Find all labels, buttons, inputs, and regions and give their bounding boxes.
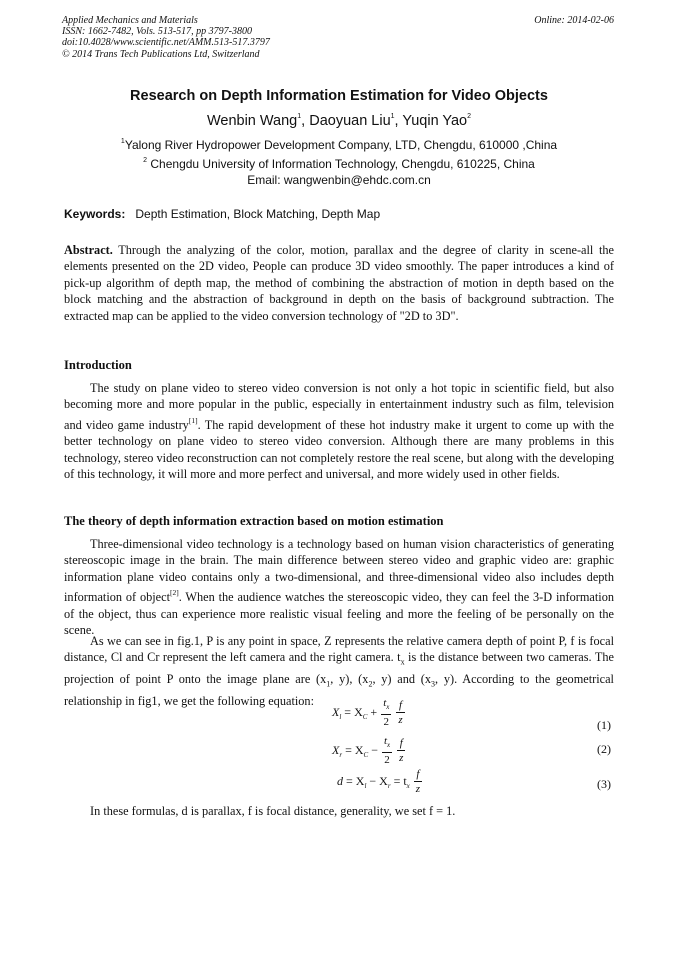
eq-symbol: t bbox=[383, 735, 388, 747]
affiliation-text: Yalong River Hydropower Development Company, LTD, Chengdu, 610000 ,China bbox=[124, 138, 558, 152]
eq-operator: + bbox=[370, 704, 378, 719]
equation-3 bbox=[337, 768, 423, 796]
journal-name: Applied Mechanics and Materials bbox=[62, 15, 198, 26]
section-heading-theory: The theory of depth information extraction based on motion estimation bbox=[64, 514, 444, 528]
citation-ref: [2] bbox=[170, 588, 179, 598]
affiliation-2 bbox=[0, 157, 678, 171]
eq-sub: l bbox=[364, 781, 367, 790]
text-run: . When the audience watches the stereoscopic video, they can feel the 3-D information of the object, thus can experience more realistic visual feeling and more the feeling of be personally on the scene. bbox=[64, 590, 615, 638]
text-run: is the distance between two cameras. The projection of point P onto the image plane are (x bbox=[64, 650, 614, 687]
author-sup: 1 bbox=[297, 113, 302, 120]
author-name: Daoyuan Liu bbox=[309, 113, 391, 129]
keywords-label: Keywords: bbox=[64, 207, 126, 221]
text-run: The study on plane video to stereo video conversion is not only a hot topic in scientific field, but also becoming more and more popular in the public, especially in entertainment industry such as film, television and video game industry bbox=[64, 381, 614, 432]
eq-sub: C bbox=[362, 712, 368, 721]
text-run: , y). According to the geometrical relationship in fig1, we get the following equation: bbox=[64, 672, 614, 709]
online-date: Online: 2014-02-06 bbox=[534, 15, 614, 26]
eq-symbol: X bbox=[332, 704, 340, 719]
aff-sup: 2 bbox=[143, 157, 148, 164]
intro-paragraph bbox=[64, 380, 614, 482]
eq-sub: x bbox=[406, 781, 410, 790]
affiliation-text: Chengdu University of Information Technology, Chengdu, 610225, China bbox=[150, 157, 535, 171]
eq-operator: − bbox=[371, 742, 378, 757]
eq-symbol: 2 bbox=[383, 716, 390, 728]
eq-sub: C bbox=[363, 750, 369, 759]
section-heading-introduction: Introduction bbox=[64, 358, 132, 372]
citation-ref: [1] bbox=[188, 415, 198, 425]
eq-symbol: z bbox=[398, 714, 403, 726]
affiliation-1 bbox=[0, 138, 678, 152]
text-run: . The rapid development of these hot industry make it urgent to come up with the better technology on plane video to stereo video conversion. Although there are many problems in this technology, stereo video reconstruction can not completely restore the real scene, but along with the developing of this technology, it will more and more perfect and universal, and more widely used in other fields. bbox=[64, 417, 614, 482]
text-run: As we can see in fig.1, P is any point in space, Z represents the relative camera depth of point P, f is focal distance, Cl and Cr represent the left camera and the right camera. t bbox=[64, 634, 614, 665]
eq-sub: r bbox=[387, 781, 391, 790]
theory-paragraph-1 bbox=[64, 536, 614, 638]
eq-symbol: = X bbox=[345, 742, 364, 757]
aff-sup: 1 bbox=[120, 138, 125, 145]
journal-header bbox=[62, 15, 270, 60]
text-run: , y), (x bbox=[330, 672, 369, 687]
eq-symbol: X bbox=[332, 742, 340, 757]
abstract-label: Abstract. bbox=[64, 243, 113, 257]
doi-line: doi:10.4028/www.scientific.net/AMM.513-517.3797 bbox=[62, 37, 270, 49]
eq-sub: r bbox=[339, 750, 343, 759]
eq-symbol: z bbox=[415, 783, 421, 795]
eq-operator: − X bbox=[369, 773, 388, 788]
text-run: Three-dimensional video technology is a technology based on human vision characteristics of generating stereoscopic image in the brain. The main difference between stereo video and graphic video are: graphic information plane video contains only a two-dimensional, and three-dimensional video also includes depth information of object bbox=[64, 537, 614, 605]
eq-fraction bbox=[381, 697, 391, 729]
paper-title: Research on Depth Information Estimation for Video Objects bbox=[130, 88, 548, 104]
eq-symbol: = t bbox=[393, 773, 407, 788]
eq-fraction bbox=[397, 737, 405, 765]
eq-symbol: 2 bbox=[384, 754, 390, 766]
eq-symbol: f bbox=[397, 737, 405, 751]
issn-line: ISSN: 1662-7482, Vols. 513-517, pp 3797-3800 bbox=[62, 26, 252, 38]
eq-symbol: = X bbox=[346, 773, 365, 788]
subscript: x bbox=[400, 657, 405, 667]
eq-sub: x bbox=[386, 703, 390, 711]
text-run: , y) and (x bbox=[372, 672, 431, 687]
eq-fraction bbox=[414, 768, 422, 796]
subscript: 3 bbox=[431, 679, 435, 689]
subscript: 2 bbox=[368, 679, 373, 689]
eq-symbol: z bbox=[399, 752, 404, 764]
eq-symbol: = X bbox=[344, 704, 363, 719]
eq-symbol: f bbox=[396, 699, 404, 713]
copyright-line: © 2014 Trans Tech Publications Ltd, Switzerland bbox=[62, 48, 260, 60]
abstract bbox=[64, 242, 614, 324]
eq-symbol: t bbox=[383, 697, 387, 709]
author-sup: 2 bbox=[467, 113, 472, 120]
eq-sub: l bbox=[339, 712, 342, 721]
eq-fraction bbox=[396, 699, 404, 727]
eq-sub: x bbox=[387, 741, 391, 749]
equation-number: (2) bbox=[597, 742, 611, 756]
eq-symbol: d bbox=[337, 773, 343, 788]
keywords-text: Depth Estimation, Block Matching, Depth Map bbox=[135, 207, 381, 221]
eq-fraction bbox=[382, 735, 392, 767]
equation-2 bbox=[332, 735, 406, 767]
abstract-text: Through the analyzing of the color, motion, parallax and the degree of clarity in scene-all the elements presented on the 2D video, People can produce 3D video smoothly. The paper introduces a kind of pick-up algorithm of depth map, the method of combining the abstraction of motion in depth based on the block matching and the abstraction of background in depth on the basis of background subtraction. The extracted map can be applied to the video conversion technology of "2D to 3D". bbox=[64, 243, 614, 323]
equation-1 bbox=[332, 697, 406, 729]
email: Email: wangwenbin@ehdc.com.cn bbox=[247, 173, 431, 187]
author-name: Yuqin Yao bbox=[402, 113, 468, 129]
equation-number: (1) bbox=[597, 718, 611, 732]
subscript: 1 bbox=[326, 679, 331, 689]
theory-paragraph-3: In these formulas, d is parallax, f is focal distance, generality, we set f = 1. bbox=[90, 804, 456, 818]
author-sup: 1 bbox=[390, 113, 395, 120]
author-list: Wenbin Wang$^1$, Daoyuan Liu$^1$, Yuqin Yao$^2$ bbox=[206, 113, 472, 129]
author-name: Wenbin Wang bbox=[206, 113, 298, 129]
equation-number: (3) bbox=[597, 777, 611, 791]
eq-symbol: f bbox=[414, 768, 422, 782]
keywords bbox=[64, 207, 380, 221]
